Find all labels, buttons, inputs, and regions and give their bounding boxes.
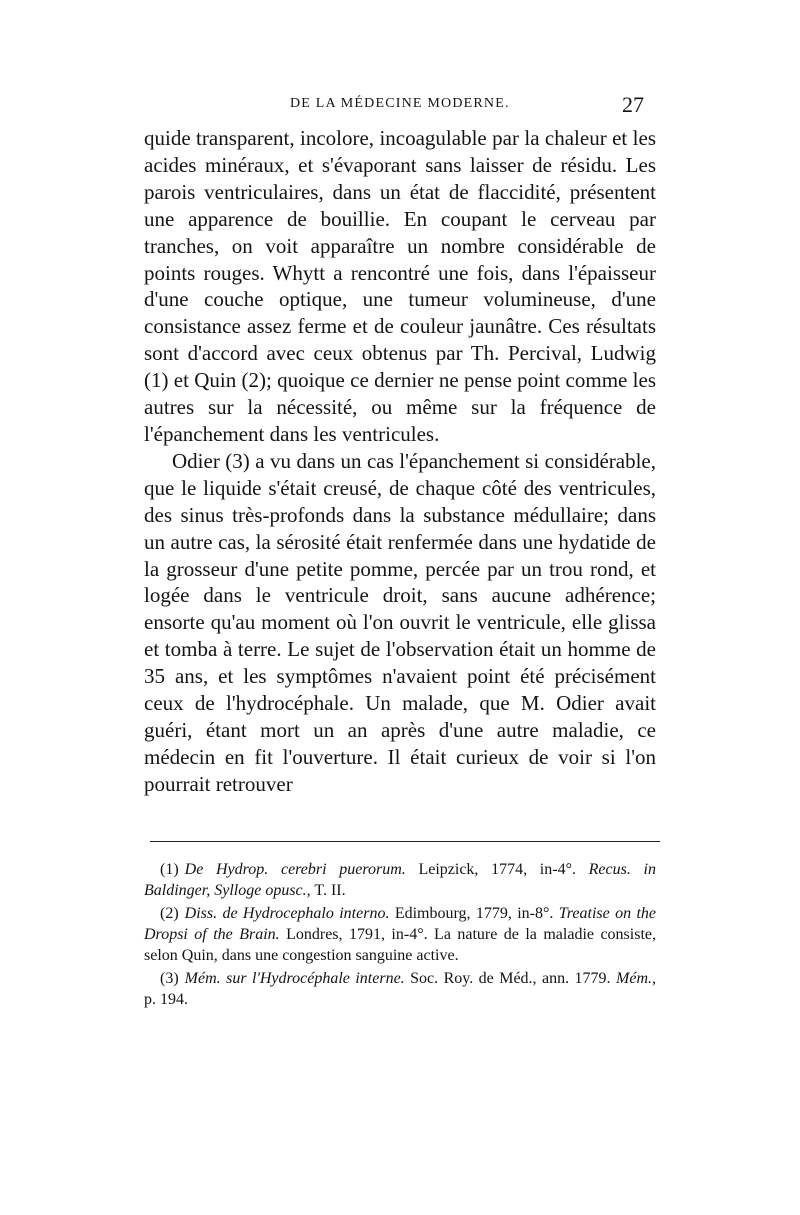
footnote-text: Edimbourg, 1779, in-8°. xyxy=(389,905,559,922)
footnote-text: , T. II. xyxy=(306,882,346,899)
footnote-title: Mém. sur l'Hydrocéphale interne. xyxy=(184,970,405,987)
footnote xyxy=(144,968,656,1010)
footnote-marker: (3) xyxy=(160,970,179,987)
footnote-marker: (2) xyxy=(160,905,179,922)
paragraph-text: Odier (3) a vu dans un cas l'épanchement si considérable, que le liquide s'était creusé, de chaque côté des ventricules, des sinus très-profonds dans la substance médullaire; dans un autre cas, la sérosité était renfermée dans une hydatide de la grosseur d'une petite pomme, percée par un trou rond, et logée dans le ventricule droit, sans aucune adhérence; ensorte qu'au moment où l'on ouvrit le ventricule, elle glissa et tomba à terre. Le sujet de l'observation était un homme de 35 ans, et les symptômes n'avaient point été précisément ceux de l'hydrocéphale. Un malade, que M. Odier avait guéri, étant mort un an après d'une autre maladie, ce médecin en fit l'ouverture. Il était curieux de voir si l'on pourrait retrouver xyxy=(144,448,656,796)
footnote-title: Mém. xyxy=(616,970,652,987)
footnote-text: Londres, 1791, in-4°. La nature de la maladie consiste, selon Quin, dans une congestion sanguine active. xyxy=(144,926,656,964)
footnote-title: Diss. de Hydrocephalo interno. xyxy=(184,905,390,922)
footnote-title: Treatise on the Dropsi of the Brain. xyxy=(144,905,656,943)
footnote-title: Recus. in Baldinger, Sylloge opusc. xyxy=(144,861,656,899)
main-text xyxy=(144,125,656,798)
footnote-title: De Hydrop. cerebri puerorum. xyxy=(184,861,406,878)
footnote-text: Soc. Roy. de Méd., ann. 1779. xyxy=(404,970,617,987)
running-head xyxy=(0,92,800,126)
footnote xyxy=(144,859,656,901)
footnote xyxy=(144,903,656,966)
footnote-text: , p. 194. xyxy=(144,970,656,1008)
page-number: 27 xyxy=(622,92,644,117)
paragraph: quide transparent, incolore, incoagulable par la chaleur et les acides minéraux, et s'évaporant sans laisser de résidu. Les parois ventriculaires, dans un état de flaccidité, présentent une apparence de bouillie. En coupant le cerveau par tranches, on voit apparaître un nombre considérable de points rouges. Whytt a rencontré une fois, dans l'épaisseur d'une couche optique, une tumeur volumineuse, d'une consistance assez ferme et de couleur jaunâtre. Ces résultats sont d'accord avec ceux obtenus par Th. Percival, Ludwig (1) et Quin (2); quoique ce dernier ne pense point comme les autres sur la nécessité, ou même sur la fréquence de l'épanchement dans les ventricules. xyxy=(144,126,656,446)
paragraph-indented xyxy=(144,448,656,798)
running-title: DE LA MÉDECINE MODERNE. xyxy=(290,96,510,111)
footnotes xyxy=(144,859,656,1012)
footnote-marker: (1) xyxy=(160,861,179,878)
footnote-text: Leipzick, 1774, in-4°. xyxy=(405,861,589,878)
footnote-rule xyxy=(150,841,660,842)
